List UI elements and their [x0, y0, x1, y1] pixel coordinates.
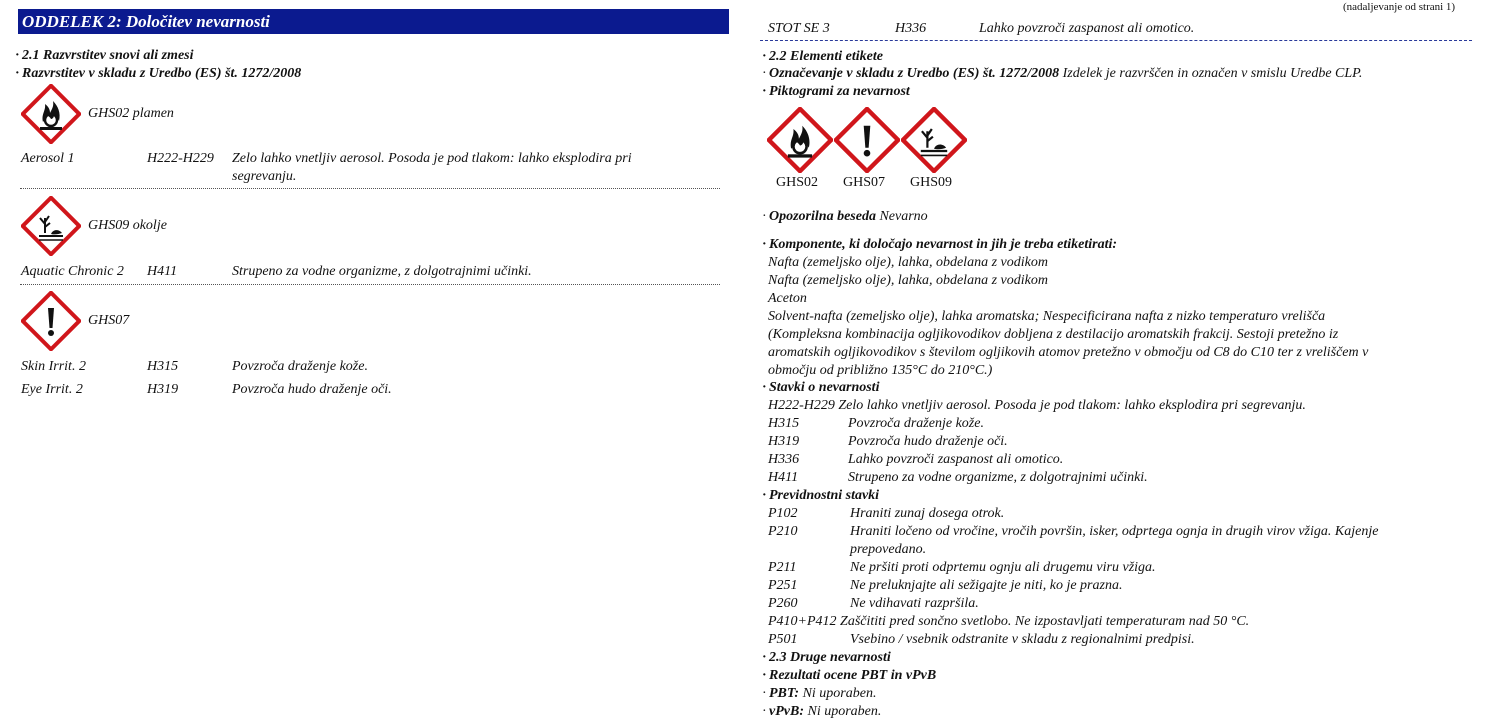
text-cell: Ne pršiti proti odprtemu ognju ali drugemu viru vžiga.: [850, 560, 1156, 575]
code-cell: H222-H229: [147, 151, 214, 166]
signal-word-value: Nevarno: [879, 209, 928, 224]
pictogram-label: GHS02: [776, 175, 819, 190]
precautionary-heading: · Previdnostni stavki: [769, 487, 879, 505]
text-cell: Hraniti ločeno od vročine, vročih površin, isker, odprtega ognja in drugih virov vžiga. Kajenje: [850, 524, 1379, 539]
class-cell: Aerosol 1: [21, 151, 75, 166]
hazard-statement: [768, 469, 1148, 487]
signal-word-label: Opozorilna beseda: [769, 209, 876, 224]
group-label-ghs02: GHS02 plamen: [88, 106, 174, 121]
code-cell: H319: [147, 382, 179, 397]
section-title: ODDELEK 2: Določitev nevarnosti: [18, 9, 729, 34]
hazard-statement: [768, 415, 984, 433]
text-cell: Lahko povzroči zaspanost ali omotico.: [848, 452, 1064, 467]
precaution-statement: [768, 523, 1378, 541]
component-line: Aceton: [768, 291, 807, 306]
code-cell: H411: [768, 470, 799, 485]
pbt-label: PBT:: [769, 686, 800, 701]
precaution-statement: [768, 505, 1004, 523]
heading-2-3: · 2.3 Druge nevarnosti: [769, 649, 891, 667]
hazard-statement: [768, 433, 1008, 451]
precaution-statement: P410+P412 Zaščititi pred sončno svetlobo. Ne izpostavljati temperaturam nad 50 °C.: [768, 614, 1250, 629]
pictogram-label: GHS07: [843, 175, 886, 190]
group-label-ghs07: GHS07: [88, 313, 130, 328]
code-cell: P210: [768, 524, 798, 539]
class-cell: Aquatic Chronic 2: [21, 264, 124, 279]
precaution-text-cont: prepovedano.: [850, 542, 927, 557]
vpvb-label: vPvB:: [769, 704, 804, 719]
component-line: aromatskih ogljikovodikov s številom ogljikovih atomov pretežno v območju od C8 do C10 ter z vreliščem v: [768, 345, 1369, 360]
text-cell: Strupeno za vodne organizme, z dolgotrajnimi učinki.: [232, 264, 532, 279]
precaution-statement: [768, 631, 1195, 649]
label-regulation: [769, 65, 1362, 83]
text-cell: Povzroča hudo draženje oči.: [848, 434, 1008, 449]
code-cell: H336: [768, 452, 800, 467]
code-cell: H411: [147, 264, 178, 279]
component-line: Nafta (zemeljsko olje), lahka, obdelana z vodikom: [768, 273, 1048, 288]
divider: [760, 40, 1472, 41]
text-cell: Hraniti zunaj dosega otrok.: [850, 506, 1005, 521]
class-cell: STOT SE 3: [768, 21, 830, 36]
code-cell: H336: [895, 21, 927, 36]
component-line: območju od približno 135°C do 210°C.): [768, 363, 993, 378]
class-cell: Skin Irrit. 2: [21, 359, 86, 374]
label-regulation-text: Izdelek je razvrščen in označen v smislu Uredbe CLP.: [1062, 66, 1363, 81]
component-line: Nafta (zemeljsko olje), lahka, obdelana z vodikom: [768, 255, 1048, 270]
flame-icon: [767, 107, 833, 173]
vpvb-value: Ni uporaben.: [807, 704, 882, 719]
pictogram-label: GHS09: [910, 175, 953, 190]
classification-regulation-heading: · Razvrstitev v skladu z Uredbo (ES) št. 1272/2008: [22, 65, 301, 83]
components-heading: · Komponente, ki določajo nevarnost in jih je treba etiketirati:: [769, 236, 1117, 254]
exclamation-icon: [21, 291, 81, 351]
divider: [20, 188, 720, 189]
code-cell: H315: [147, 359, 179, 374]
continued-note: (nadaljevanje od strani 1): [1343, 1, 1456, 13]
environment-icon: [901, 107, 967, 173]
hazard-statements-heading: · Stavki o nevarnosti: [769, 379, 879, 397]
text-cell: Strupeno za vodne organizme, z dolgotrajnimi učinki.: [848, 470, 1148, 485]
divider: [20, 284, 720, 285]
text-cell: Povzroča hudo draženje oči.: [232, 382, 392, 397]
precaution-statement: [768, 577, 1122, 595]
precaution-statement: [768, 595, 979, 613]
text-cell: Ne vdihavati razpršila.: [850, 596, 979, 611]
label-regulation-heading: Označevanje v skladu z Uredbo (ES) št. 1272/2008: [769, 66, 1060, 81]
pbt-value: Ni uporaben.: [802, 686, 877, 701]
text-cell: Lahko povzroči zaspanost ali omotico.: [979, 21, 1195, 36]
class-cell: Eye Irrit. 2: [21, 382, 83, 397]
pictograms-heading: · Piktogrami za nevarnost: [769, 83, 910, 101]
pbt-row: [769, 685, 876, 703]
signal-word: [769, 208, 928, 226]
vpvb-row: [769, 703, 881, 721]
text-cell: Povzroča draženje kože.: [232, 359, 368, 374]
hazard-statement: [768, 451, 1063, 469]
exclamation-icon: [834, 107, 900, 173]
text-cell: Povzroča draženje kože.: [848, 416, 984, 431]
component-line: (Kompleksna kombinacija ogljikovodikov dobljena z destilacijo aromatskih frakcij. Sestoji pretežno iz: [768, 327, 1339, 342]
component-line: Solvent-nafta (zemeljsko olje), lahka aromatska; Nespecificirana nafta z nizko temperaturo vrelišča: [768, 309, 1326, 324]
code-cell: P501: [768, 632, 798, 647]
code-cell: H315: [768, 416, 800, 431]
heading-2-1: · 2.1 Razvrstitev snovi ali zmesi: [22, 47, 194, 65]
text-cell: Ne preluknjajte ali sežigajte je niti, ko je prazna.: [850, 578, 1123, 593]
code-cell: P260: [768, 596, 798, 611]
code-cell: P211: [768, 560, 797, 575]
group-label-ghs09: GHS09 okolje: [88, 218, 167, 233]
text-cell: Vsebino / vsebnik odstranite v skladu z regionalnimi predpisi.: [850, 632, 1195, 647]
text-cell-cont: segrevanju.: [232, 169, 297, 184]
precaution-statement: [768, 559, 1156, 577]
heading-2-2: · 2.2 Elementi etikete: [769, 48, 883, 66]
hazard-statement: H222-H229 Zelo lahko vnetljiv aerosol. Posoda je pod tlakom: lahko eksplodira pri segrevanju.: [768, 398, 1306, 413]
environment-icon: [21, 196, 81, 256]
pbt-heading: · Rezultati ocene PBT in vPvB: [769, 667, 936, 685]
code-cell: P102: [768, 506, 798, 521]
flame-icon: [21, 84, 81, 144]
text-cell: Zelo lahko vnetljiv aerosol. Posoda je pod tlakom: lahko eksplodira pri: [232, 151, 632, 166]
code-cell: H319: [768, 434, 800, 449]
code-cell: P251: [768, 578, 798, 593]
